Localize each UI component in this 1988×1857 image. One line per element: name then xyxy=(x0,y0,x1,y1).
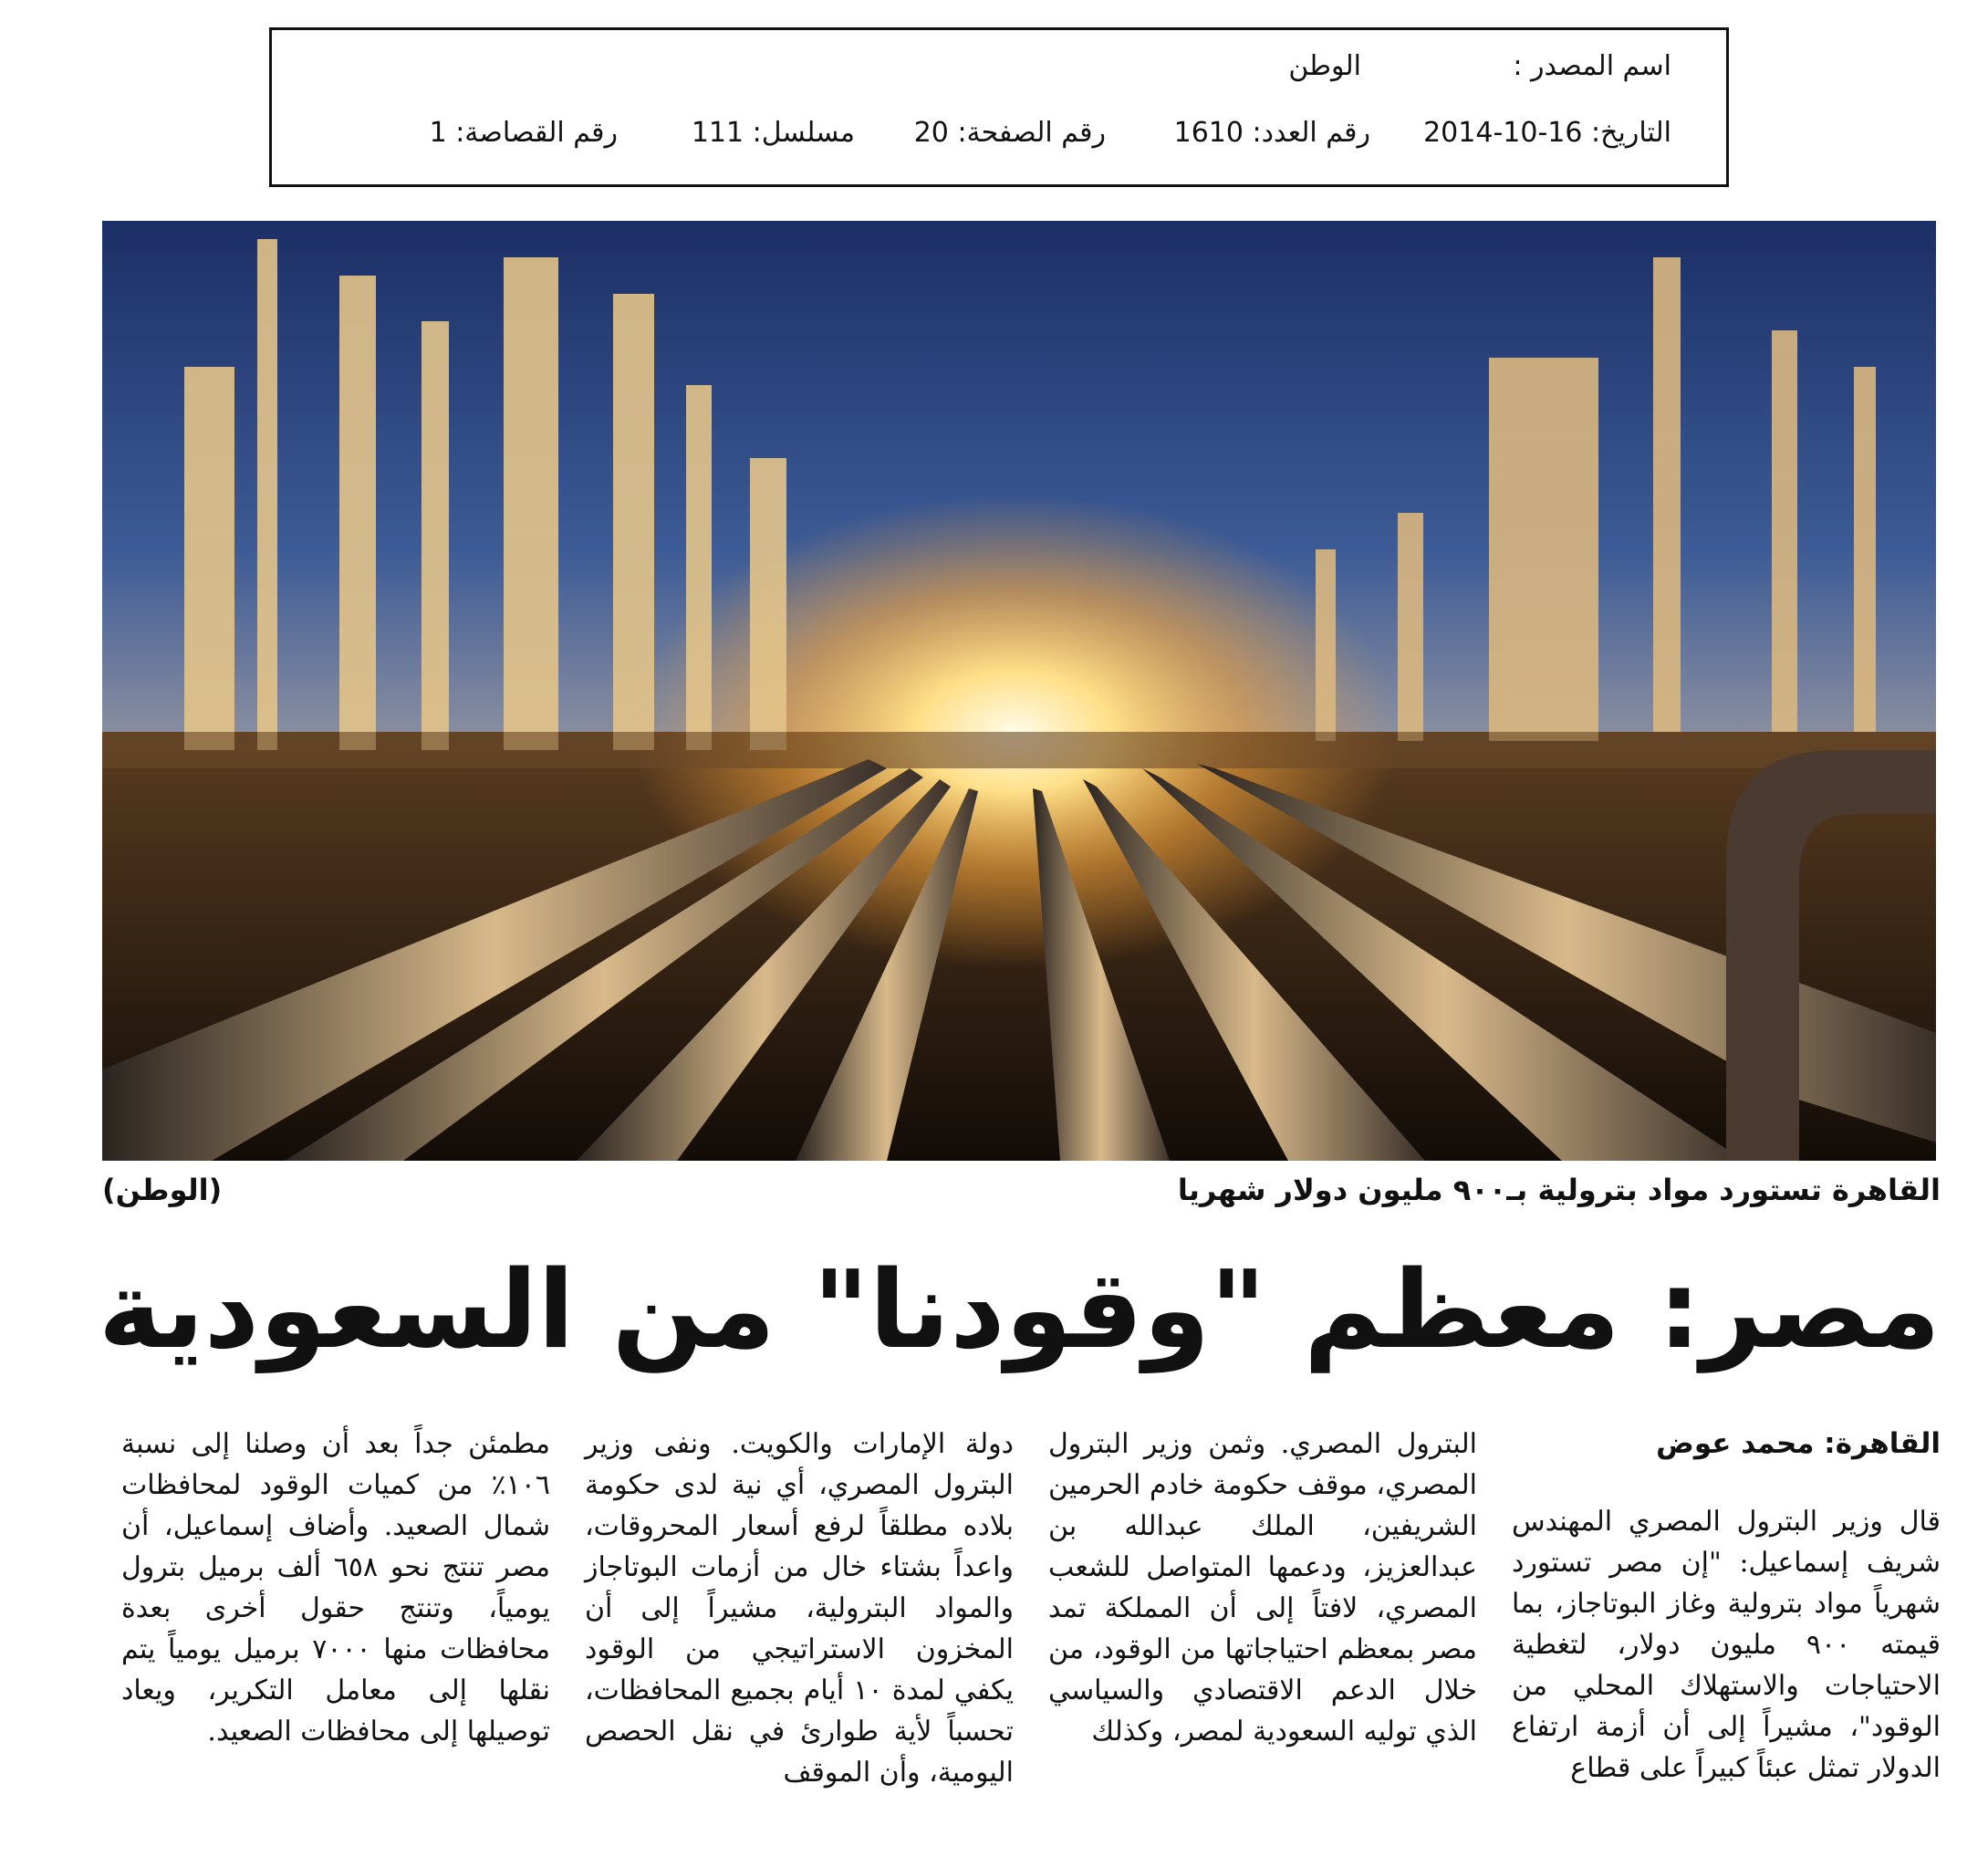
source-label: اسم المصدر : xyxy=(1513,50,1671,82)
source-row xyxy=(321,50,1671,87)
article-column-1 xyxy=(1512,1424,1941,1789)
clip-field: رقم القصاصة: 1 xyxy=(429,117,618,149)
source-info-box xyxy=(269,27,1729,187)
article-column-2 xyxy=(1048,1424,1477,1752)
refinery-photo xyxy=(102,221,1936,1161)
date-field: التاريخ: 16-10-2014 xyxy=(1423,117,1671,149)
page-field: رقم الصفحة: 20 xyxy=(913,117,1106,149)
column-text: قال وزير البترول المصري المهندس شريف إسماعيل: "إن مصر تستورد شهرياً مواد بترولية وغاز البوتاجاز، بما قيمته ٩٠٠ مليون دولار، لتغطية الاحتياجات والاستهلاك المحلي من الوقود"، مشيراً إلى أن أزمة ارتفاع الدولار تمثل عبئاً كبيراً على قطاع xyxy=(1512,1506,1941,1784)
column-text: مطمئن جداً بعد أن وصلنا إلى نسبة ١٠٦٪ من كميات الوقود لمحافظات شمال الصعيد. وأضاف إسماعيل، أن مصر تنتج نحو ٦٥٨ ألف برميل بترول يومياً، وتنتج حقول أخرى بعدة محافظات منها ٧٠٠٠ برميل يومياً يتم نقلها إلى معامل التكرير، ويعاد توصيلها إلى محافظات الصعيد. xyxy=(121,1428,550,1747)
photo-caption: القاهرة تستورد مواد بترولية بـ٩٠٠ مليون دولار شهريا xyxy=(1177,1173,1941,1207)
article-headline: مصر: معظم "وقودنا" من السعودية xyxy=(98,1247,1941,1372)
column-text: دولة الإمارات والكويت. ونفى وزير البترول المصري، أي نية لدى حكومة بلاده مطلقاً لرفع أسعار المحروقات، واعداً بشتاء خال من أزمات البوتاجاز والمواد البترولية، مشيراً إلى أن المخزون الاستراتيجي من الوقود يكفي لمدة ١٠ أيام بجميع المحافظات، تحسباً لأية طوارئ في نقل الحصص اليومية، وأن الموقف xyxy=(585,1428,1014,1789)
article-column-4 xyxy=(121,1424,550,1752)
source-value: الوطن xyxy=(1288,50,1361,82)
meta-row xyxy=(321,117,1671,153)
issue-field: رقم العدد: 1610 xyxy=(1173,117,1370,149)
column-text: البترول المصري. وثمن وزير البترول المصري، موقف حكومة خادم الحرمين الشريفين، الملك عبدالله بن عبدالعزيز، ودعمها المتواصل للشعب المصري، لافتاً إلى أن المملكة تمد مصر بمعظم احتياجاتها من الوقود، من خلال الدعم الاقتصادي والسياسي الذي توليه السعودية لمصر، وكذلك xyxy=(1048,1428,1477,1747)
article-column-3 xyxy=(585,1424,1014,1793)
photo-credit: (الوطن) xyxy=(102,1173,223,1207)
serial-field: مسلسل: 111 xyxy=(691,117,855,149)
byline: القاهرة: محمد عوض xyxy=(1656,1427,1941,1460)
